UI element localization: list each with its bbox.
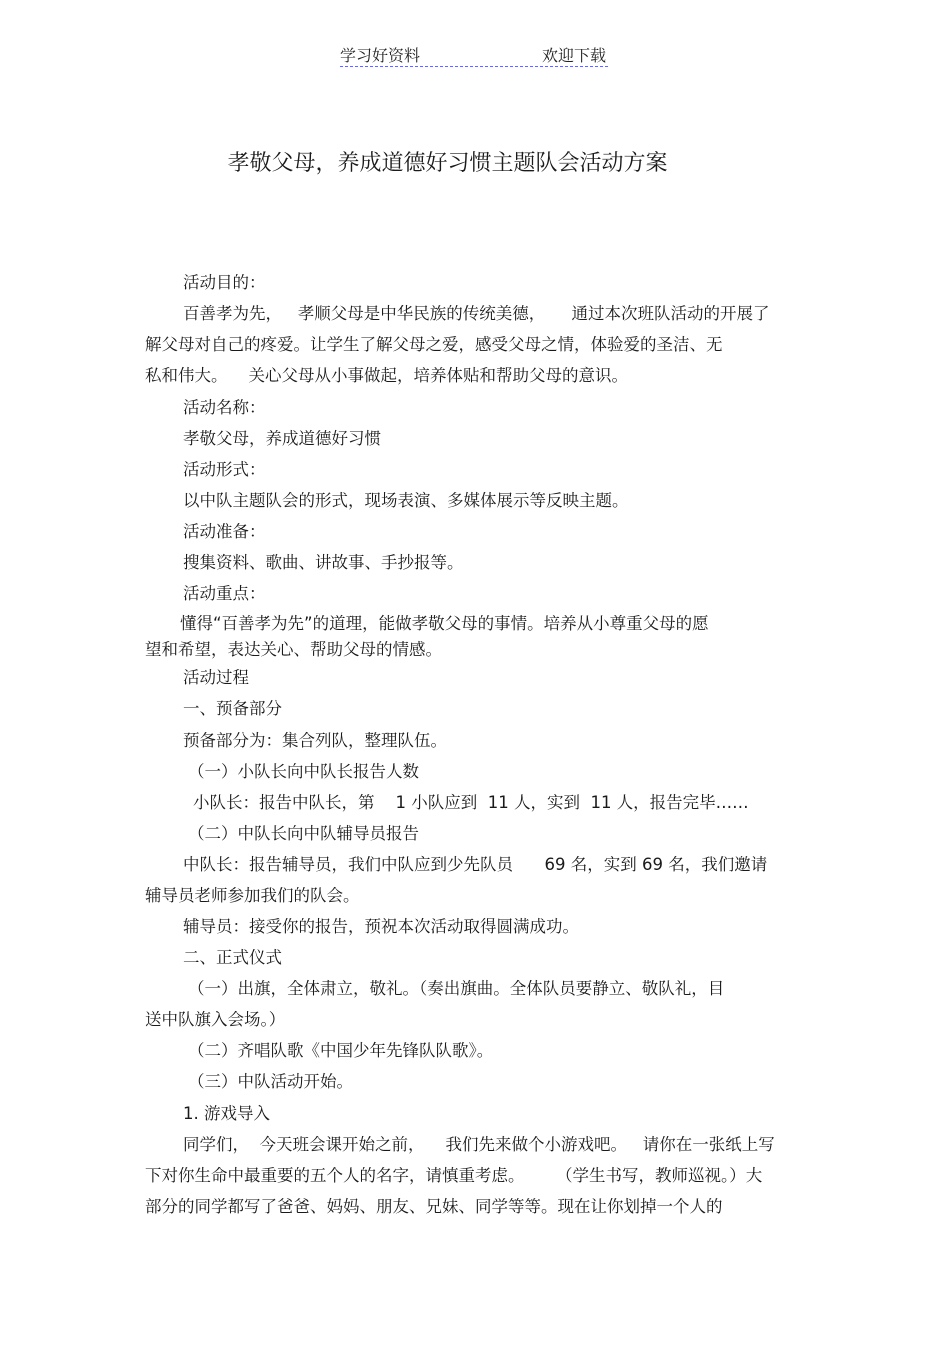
paragraph-line: 搜集资料、歌曲、讲故事、手抄报等。	[183, 553, 464, 572]
paragraph-line: 懂得“百善孝为先”的道理，能做孝敬父母的事情。培养从小尊重父母的愿	[180, 614, 709, 633]
paragraph-line: （二）中队长向中队辅导员报告	[188, 824, 419, 843]
document-title: 孝敬父母，养成道德好习惯主题队会活动方案	[227, 151, 668, 176]
header-left-text: 学习好资料	[340, 46, 421, 65]
header-right-text: 欢迎下载	[541, 46, 606, 65]
paragraph-line: （一）小队长向中队长报告人数	[188, 762, 419, 781]
paragraph-line: 二、正式仪式	[183, 948, 282, 967]
section-heading-process: 活动过程	[183, 668, 249, 687]
paragraph-line: 孝敬父母，养成道德好习惯	[183, 429, 381, 448]
paragraph-line: 1. 游戏导入	[183, 1104, 270, 1123]
page-header	[340, 40, 608, 67]
paragraph-line: 望和希望，表达关心、帮助父母的情感。	[145, 640, 442, 659]
paragraph-line: 辅导员：接受你的报告，预祝本次活动取得圆满成功。	[183, 917, 579, 936]
paragraph-line: 预备部分为：集合列队，整理队伍。	[183, 731, 447, 750]
paragraph-line: （一）出旗，全体肃立，敬礼。（奏出旗曲。全体队员要静立、敬队礼，目	[188, 979, 725, 998]
section-heading-form: 活动形式：	[183, 460, 266, 479]
paragraph-line: 中队长：报告辅导员，我们中队应到少先队员 69 名，实到 69 名，我们邀请	[183, 855, 768, 874]
section-heading-name: 活动名称：	[183, 398, 266, 417]
paragraph-line: 一、预备部分	[183, 699, 282, 718]
section-heading-purpose: 活动目的：	[183, 273, 266, 292]
paragraph-line: 小队长：报告中队长，第 1 小队应到 11 人，实到 11 人，报告完毕……	[193, 793, 749, 812]
paragraph-line: 私和伟大。 关心父母从小事做起，培养体贴和帮助父母的意识。	[145, 366, 628, 385]
paragraph-line: （三）中队活动开始。	[188, 1072, 353, 1091]
paragraph-line: 辅导员老师参加我们的队会。	[145, 886, 360, 905]
paragraph-line: （二）齐唱队歌《中国少年先锋队队歌》。	[188, 1041, 494, 1060]
paragraph-line: 解父母对自己的疼爱。让学生了解父母之爱，感受父母之情，体验爱的圣洁、无	[145, 335, 723, 354]
paragraph-line: 下对你生命中最重要的五个人的名字，请慎重考虑。 （学生书写，教师巡视。）大	[145, 1166, 763, 1185]
section-heading-prep: 活动准备：	[183, 522, 266, 541]
paragraph-line: 百善孝为先， 孝顺父母是中华民族的传统美德， 通过本次班队活动的开展了	[183, 304, 770, 323]
section-heading-focus: 活动重点：	[183, 584, 266, 603]
paragraph-line: 送中队旗入会场。）	[145, 1010, 286, 1029]
paragraph-line: 部分的同学都写了爸爸、妈妈、朋友、兄妹、同学等等。现在让你划掉一个人的	[145, 1197, 723, 1216]
paragraph-line: 同学们， 今天班会课开始之前， 我们先来做个小游戏吧。 请你在一张纸上写	[183, 1135, 775, 1154]
paragraph-line: 以中队主题队会的形式，现场表演、多媒体展示等反映主题。	[183, 491, 629, 510]
